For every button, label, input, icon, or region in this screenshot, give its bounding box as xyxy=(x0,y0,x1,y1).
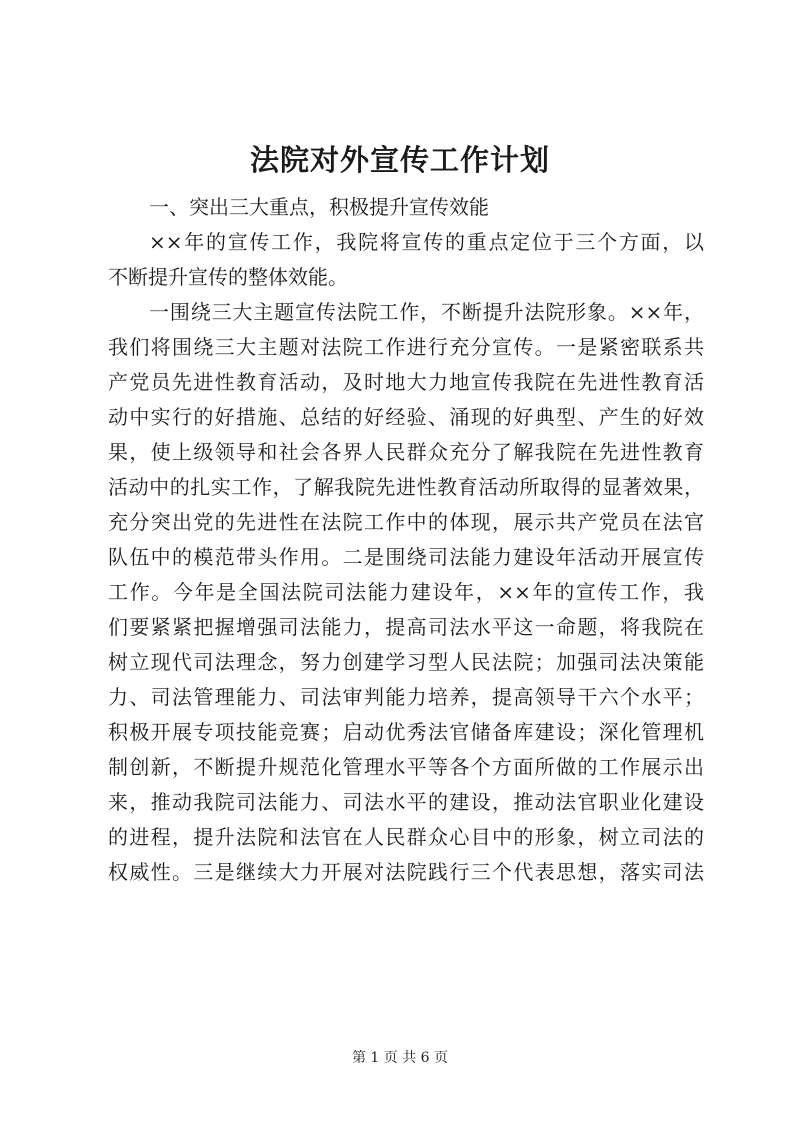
paragraph-line: 制创新，不断提升规范化管理水平等各个方面所做的工作展示出 xyxy=(108,755,704,779)
paragraph-line: 充分突出党的先进性在法院工作中的体现，展示共产党员在法官 xyxy=(108,510,704,534)
paragraph-line: 一围绕三大主题宣传法院工作，不断提升法院形象。××年， xyxy=(149,300,704,324)
document-body xyxy=(108,190,704,890)
paragraph-line: 来，推动我院司法能力、司法水平的建设，推动法官职业化建设 xyxy=(108,790,704,814)
section-heading: 一、突出三大重点，积极提升宣传效能 xyxy=(149,195,489,219)
paragraph-line: 动中实行的好措施、总结的好经验、涌现的好典型、产生的好效 xyxy=(108,405,704,429)
paragraph-line: 果，使上级领导和社会各界人民群众充分了解我院在先进性教育 xyxy=(108,440,704,464)
paragraph-line: 权威性。三是继续大力开展对法院践行三个代表思想，落实司法 xyxy=(108,860,704,884)
paragraph-line: 工作。今年是全国法院司法能力建设年，××年的宣传工作，我 xyxy=(108,580,704,604)
paragraph-line: 活动中的扎实工作，了解我院先进性教育活动所取得的显著效果， xyxy=(108,475,704,499)
paragraph-line: 树立现代司法理念，努力创建学习型人民法院；加强司法决策能 xyxy=(108,650,704,674)
paragraph-line: 积极开展专项技能竞赛；启动优秀法官储备库建设；深化管理机 xyxy=(108,720,704,744)
paragraph-line: 我们将围绕三大主题对法院工作进行充分宣传。一是紧密联系共 xyxy=(108,335,704,359)
paragraph-line: 不断提升宣传的整体效能。 xyxy=(108,265,348,289)
document-title: 法院对外宣传工作计划 xyxy=(249,143,550,177)
paragraph-line: 力、司法管理能力、司法审判能力培养，提高领导干六个水平； xyxy=(108,685,704,709)
paragraph-line: 队伍中的模范带头作用。二是围绕司法能力建设年活动开展宣传 xyxy=(108,545,704,569)
page-number-footer: 第 1 页 共 6 页 xyxy=(351,1050,449,1066)
paragraph-line: 产党员先进性教育活动，及时地大力地宣传我院在先进性教育活 xyxy=(108,370,704,394)
paragraph-line: 的进程，提升法院和法官在人民群众心目中的形象，树立司法的 xyxy=(108,825,704,849)
paragraph-line: 们要紧紧把握增强司法能力，提高司法水平这一命题，将我院在 xyxy=(108,615,704,639)
paragraph-line: ××年的宣传工作，我院将宣传的重点定位于三个方面，以 xyxy=(149,230,704,254)
